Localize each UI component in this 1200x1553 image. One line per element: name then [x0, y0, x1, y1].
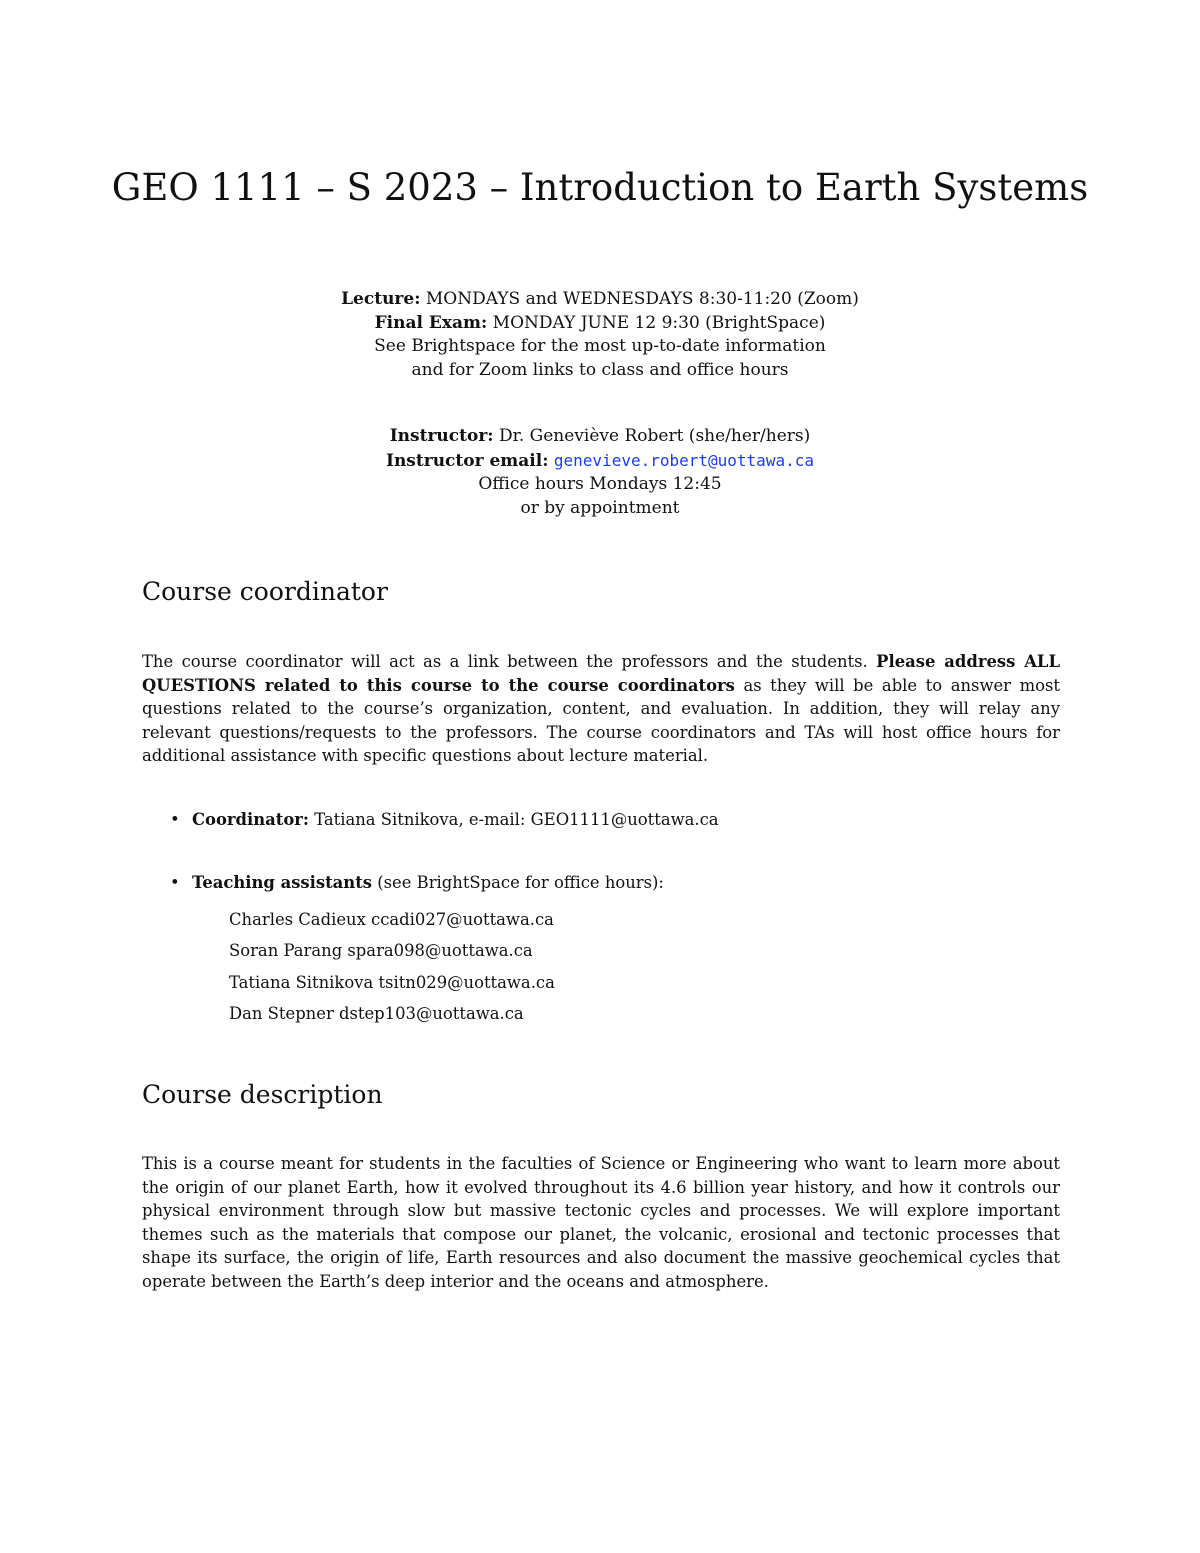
- exam-label: Final Exam:: [374, 312, 488, 333]
- bullet-icon: •: [170, 873, 180, 892]
- office-hours-alt: or by appointment: [520, 497, 680, 518]
- list-item: Tatiana Sitnikova tsitn029@uottawa.ca: [229, 972, 555, 992]
- ta-list: [229, 904, 555, 1029]
- ta-label: Teaching assistants: [192, 873, 373, 892]
- instructor-email-label: Instructor email:: [386, 450, 549, 471]
- list-item: Charles Cadieux ccadi027@uottawa.ca: [229, 910, 554, 929]
- description-paragraph: This is a course meant for students in the faculties of Science or Engineering who want to learn more about the origin of our planet Earth, how it evolved throughout its 4.6 billion year history, and how it controls our physical environment through slow but massive tectonic cycles and processes. We will explore important themes such as the materials that compose our planet, the volcanic, erosional and tectonic processes that shape its surface, the origin of life, Earth resources and also document the massive geochemical cycles that operate between the Earth’s deep interior and the oceans and atmosphere.: [142, 1154, 1060, 1291]
- list-item: Soran Parang spara098@uottawa.ca: [229, 941, 533, 961]
- coordinator-paragraph: [142, 650, 1060, 768]
- list-item: Dan Stepner dstep103@uottawa.ca: [229, 1003, 524, 1023]
- instructor-email-line: [0, 449, 1200, 474]
- ta-note: (see BrightSpace for office hours):: [377, 873, 664, 892]
- exam-line: [0, 312, 1200, 336]
- bullet-icon: •: [170, 810, 180, 829]
- coordinator-label: Coordinator:: [192, 810, 309, 829]
- coordinator-bullet: [170, 810, 719, 829]
- description-heading: Course description: [142, 1080, 383, 1109]
- office-hours: Office hours Mondays 12:45: [478, 474, 722, 494]
- instructor-block: [0, 425, 1200, 520]
- schedule-block: [0, 288, 1200, 382]
- instructor-label: Instructor:: [389, 426, 494, 446]
- coordinator-para-rest: as they will be able to answer most questions related to the course’s organization, content, and evaluation. In addition, they will relay any relevant questions/requests to the professors. The course coordinators and TAs will host office hours for additional assistance with specific questions about lecture material.: [142, 675, 1060, 766]
- coordinator-value: Tatiana Sitnikova, e-mail: GEO1111@uottawa.ca: [314, 810, 719, 829]
- instructor-line: [0, 425, 1200, 449]
- page-title: GEO 1111 – S 2023 – Introduction to Earth Systems: [111, 166, 1089, 209]
- coordinator-heading: Course coordinator: [142, 577, 388, 606]
- lecture-value: MONDAYS and WEDNESDAYS 8:30-11:20 (Zoom): [425, 289, 859, 309]
- brightspace-note-line-2: and for Zoom links to class and office hours: [411, 359, 789, 380]
- lecture-label: Lecture:: [341, 289, 421, 309]
- ta-bullet: [170, 873, 664, 892]
- coordinator-para-intro: The course coordinator will act as a link between the professors and the students.: [142, 652, 868, 671]
- brightspace-note-line-1: See Brightspace for the most up-to-date information: [374, 336, 826, 356]
- coordinator-para-emphasis: Please address ALL QUESTIONS related to this course to the course coordinators: [142, 652, 1060, 695]
- instructor-email-link[interactable]: genevieve.robert@uottawa.ca: [553, 450, 814, 470]
- instructor-name: Dr. Geneviève Robert (she/her/hers): [498, 426, 811, 446]
- lecture-line: [0, 288, 1200, 312]
- exam-value: MONDAY JUNE 12 9:30 (BrightSpace): [492, 312, 826, 333]
